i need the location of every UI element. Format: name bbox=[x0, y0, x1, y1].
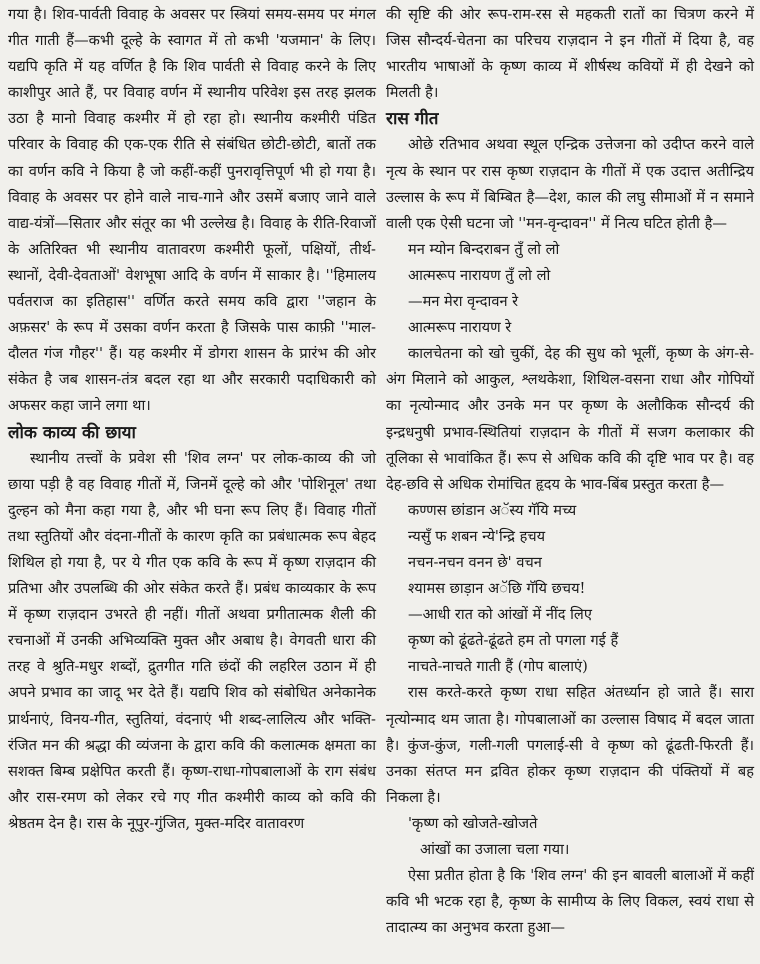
body-paragraph: की सृष्टि की ओर रूप-राम-रस से महकती रातों का चित्रण करने में जिस सौन्दर्य-चेतना का परिचय राज़दान ने इन गीतों में दिया है, वह भारतीय भाषाओं के कृष्ण काव्य में शीर्षस्थ कवियों में ही देखने को मिलती है। bbox=[386, 6, 754, 102]
verse-line: —मन मेरा वृन्दावन रे bbox=[408, 293, 519, 311]
verse-line: आत्मरूप नारायण रे bbox=[408, 319, 512, 337]
verse-line: आंखों का उजाला चला गया। bbox=[420, 841, 570, 858]
verse-line: —आधी रात को आंखों में नींद लिए bbox=[408, 606, 592, 624]
verse-line: 'कृष्ण को खोजते-खोजते bbox=[408, 814, 538, 832]
right-column bbox=[386, 2, 754, 941]
verse-line: नाचते-नाचते गाती हैं (गोप बालाएं) bbox=[408, 658, 588, 676]
verse-line: नचन-नचन वनन छे' वचन bbox=[408, 553, 542, 571]
left-column bbox=[8, 2, 376, 837]
verse-line: मन म्योन बिन्दराबन तुँ लो लो bbox=[408, 240, 560, 258]
section-heading: लोक काव्य की छाया bbox=[8, 422, 136, 443]
body-paragraph: ओछे रतिभाव अथवा स्थूल एन्द्रिक उत्तेजना को उदीप्त करने वाले नृत्य के स्थान पर रास कृष्ण राज़दान के गीतों में एक उदात्त अतीन्द्रिय उल्लास के रूप में बिम्बित है—देश, काल की लघु सीमाओं में न समाने वाली एक ऐसी घटना जो ''मन-वृन्दावन'' में नित्य घटित होती है— bbox=[386, 136, 754, 232]
verse-line: न्यसुँ फ शबन न्ये'न्द्रि हचय bbox=[408, 527, 546, 545]
verse-line: आत्मरूप नारायण तुँ लो लो bbox=[408, 266, 551, 284]
verse-line: कृष्ण को ढूंढते-ढूंढते हम तो पगला गई हैं bbox=[408, 632, 619, 650]
body-paragraph: ऐसा प्रतीत होता है कि 'शिव लग्न' की इन बावली बालाओं में कहीं कवि भी भटक रहा है, कृष्ण के सामीप्य के लिए विकल, स्वयं राधा से तादात्म्य का अनुभव करता हुआ— bbox=[386, 867, 754, 937]
body-paragraph: रास करते-करते कृष्ण राधा सहित अंतर्ध्यान हो जाते हैं। सारा नृत्योन्माद थम जाता है। गोपबालाओं का उल्लास विषाद में बदल जाता है। कुंज-कुंज, गली-गली पगलाई-सी वे कृष्ण को ढूंढती-फिरती हैं। उनका संतप्त मन द्रवित होकर कृष्ण राज़दान की पंक्तियों में बह निकला है। bbox=[386, 684, 754, 806]
verse-line: कण्णस छांडान अॅस्य गॅयि मच्य bbox=[408, 501, 577, 519]
section-heading: रास गीत bbox=[386, 109, 439, 130]
body-paragraph: स्थानीय तत्त्वों के प्रवेश सी 'शिव लग्न' पर लोक-काव्य की जो छाया पड़ी है वह विवाह गीतों में, जिनमें दूल्हे को और 'पोशिनूल' तथा दुल्हन को मैना कहा गया है, और भी घना रूप लिए हैं। विवाह गीतों तथा स्तुतियों और वंदना-गीतों के कारण कृति का प्रबंधात्मक रूप बेहद शिथिल हो गया है, पर ये गीत एक कवि के रूप में कृष्ण राज़दान की प्रतिभा और उपलब्धि की ओर संकेत करते हैं। प्रबंध काव्यकार के रूप में कृष्ण राज़दान उभरते ही नहीं। गीतों अथवा प्रगीतात्मक शैली की रचनाओं में उनकी अभिव्यक्ति मुक्त और अबाध है। वेगवती धारा की तरह वे श्रुति-मधुर शब्दों, द्रुतगीत गति छंदों की लहरिल उठान में ही अपने प्रभाव का जादू भर देते हैं। यद्यपि शिव को संबोधित अनेकानेक प्रार्थनाएं, विनय-गीत, स्तुतियां, वंदनाएं भी शब्द-लालित्य और भक्ति-रंजित मन की श्रद्धा की व्यंजना के द्वारा कवि की कलात्मक क्षमता का सशक्त बिम्ब प्रक्षेपित करती हैं। कृष्ण-राधा-गोपबालाओं के राग संबंध और रास-रमण को लेकर रचे गए गीत कश्मीरी काव्य को कवि की श्रेष्ठतम देन है। रास के नूपुर-गुंजित, मुक्त-मदिर वातावरण bbox=[8, 449, 376, 832]
body-paragraph: गया है। शिव-पार्वती विवाह के अवसर पर स्त्रियां समय-समय पर मंगल गीत गाती हैं—कभी दूल्हे के स्वागत में तो कभी 'यजमान' के लिए। यद्यपि कृति में यह वर्णित है कि शिव पार्वती से विवाह करने के लिए काशीपुर आते हैं, पर विवाह वर्णन में स्थानीय परिवेश इस तरह झलक उठा है मानो विवाह कश्मीर में हो रहा हो। स्थानीय कश्मीरी पंडित परिवार के विवाह की एक-एक रीति से संबंधित छोटी-छोटी, बातों तक का वर्णन कवि ने किया है जो कहीं-कहीं पुनरावृत्तिपूर्ण भी हो गया है। विवाह के अवसर पर होने वाले नाच-गाने और उसमें बजाए जाने वाले वाद्य-यंत्रों—सितार और संतूर का भी उल्लेख है। विवाह के रीति-रिवाजों के अतिरिक्त भी स्थानीय वातावरण कश्मीरी फूलों, पक्षियों, तीर्थ-स्थानों, देवी-देवताओं' वेशभूषा आदि के वर्णन में साकार है। ''हिमालय पर्वतराज का इतिहास'' वर्णित करते समय कवि द्वारा ''जहान के अफ़सर' के रूप में उसका वर्णन करता है जिसके पास काफ़ी ''माल-दौलत गंज गौहर'' हैं। यह कश्मीर में डोगरा शासन के प्रारंभ की ओर संकेत है जब शासन-तंत्र बदल रहा था और सरकारी पदाधिकारी को अफसर कहा जाने लगा था। bbox=[8, 6, 376, 415]
body-paragraph: कालचेतना को खो चुकीं, देह की सुध को भूलीं, कृष्ण के अंग-से-अंग मिलाने को आकुल, श्लथकेशा, शिथिल-वसना राधा और गोपियों का नृत्योन्माद और उनके मन पर कृष्ण के अलौकिक सौन्दर्य की इन्द्रधनुषी प्रभाव-स्थितियां राज़दान के गीतों में सजग कलाकार की तूलिका से भावांकित हैं। रूप से अधिक कवि की दृष्टि भाव पर है। वह देह-छवि से अधिक रोमांचित हृदय के भाव-बिंब प्रस्तुत करता है— bbox=[386, 345, 754, 493]
verse-line: श्यामस छाड़ान अॅछि गॅयि छचय! bbox=[408, 580, 586, 598]
